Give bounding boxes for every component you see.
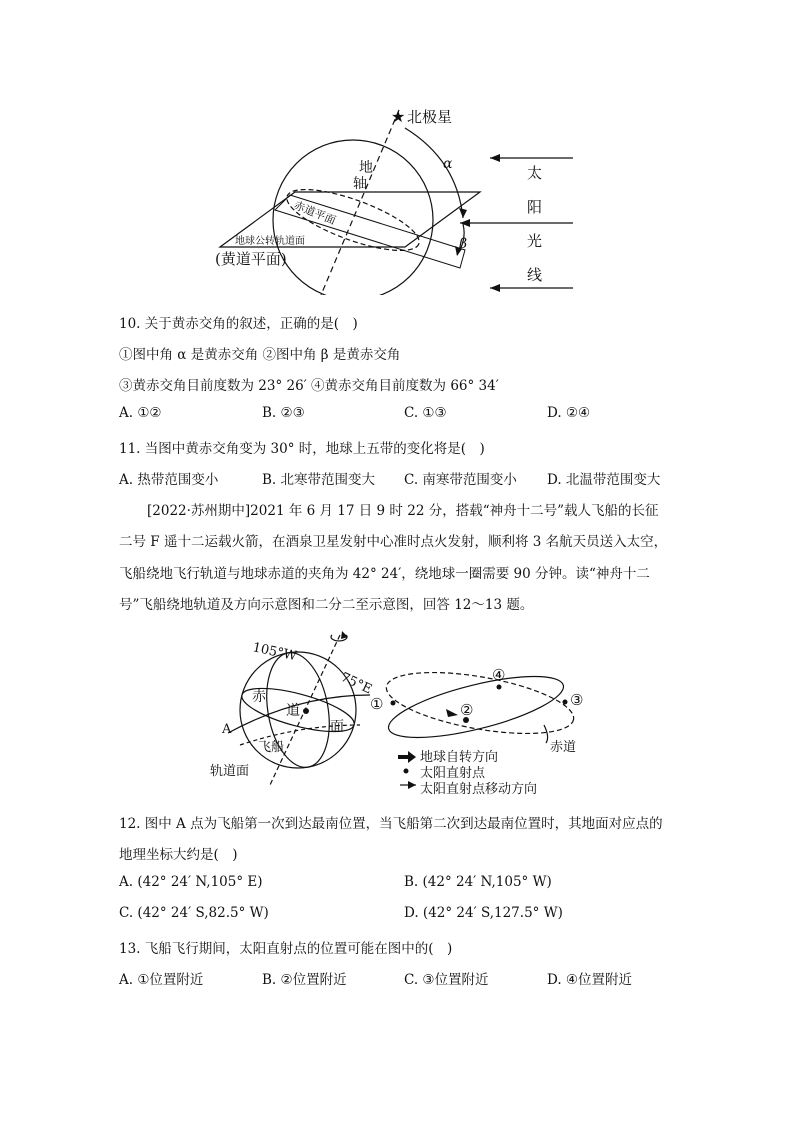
- q12-option-b: B. (42° 24′ N,105° W): [404, 874, 552, 890]
- q12-stem-1: 12. 图中 A 点为飞船第一次到达最南位置，当飞船第二次到达最南位置时，其地面对应点的: [119, 816, 663, 832]
- equator-char-mian: 面: [330, 719, 344, 735]
- q11-option-c: C. 南寒带范围变小: [404, 472, 517, 488]
- lon-e-label: 75°E: [338, 670, 375, 698]
- sunlight-char-4: 线: [527, 266, 543, 284]
- ship-label: 飞船: [258, 740, 285, 755]
- point-a-label: A: [222, 722, 232, 737]
- equator-plane-label: 赤道平面: [291, 198, 338, 228]
- axis-label-1: 地: [359, 160, 373, 176]
- position-2: ②: [460, 701, 474, 719]
- q12-option-c: C. (42° 24′ S,82.5° W): [119, 905, 269, 921]
- sunlight-char-3: 光: [527, 232, 543, 250]
- passage-line-1: [2022·苏州期中]2021 年 6 月 17 日 9 时 22 分，搭载“神舟十二号”载人飞船的长征: [147, 503, 659, 519]
- alpha-label: α: [443, 156, 453, 172]
- passage-line-2: 二号 F 遥十二运载火箭，在酒泉卫星发射中心准时点火发射，顺利将 3 名航天员送入太空，: [119, 534, 668, 550]
- legend-subsolar: 太阳直射点: [420, 766, 486, 781]
- q10-option-b: B. ②③: [262, 405, 305, 421]
- q13-option-c: C. ③位置附近: [404, 972, 489, 988]
- legend-rotation: 地球自转方向: [420, 750, 499, 765]
- position-3: ③: [570, 691, 584, 709]
- q11-option-d: D. 北温带范围变大: [547, 472, 661, 488]
- ecliptic-plane-label: (黄道平面): [215, 250, 287, 268]
- q10-stem: 10. 关于黄赤交角的叙述，正确的是( ): [119, 316, 358, 332]
- sunlight-char-2: 阳: [527, 198, 543, 216]
- obliquity-diagram: [205, 100, 595, 295]
- svg-text:★: ★: [391, 107, 406, 126]
- q11-option-a: A. 热带范围变小: [119, 472, 219, 488]
- q10-line2: ③黄赤交角目前度数为 23° 26′ ④黄赤交角目前度数为 66° 34′: [119, 378, 499, 394]
- position-4: ④: [492, 666, 506, 684]
- equator-label-2: 赤道: [550, 740, 577, 755]
- q13-option-b: B. ②位置附近: [262, 972, 347, 988]
- q10-line1: ①图中角 α 是黄赤交角 ②图中角 β 是黄赤交角: [119, 347, 401, 363]
- star-icon: [391, 107, 405, 126]
- passage-line-3: 飞船绕地飞行轨道与地球赤道的夹角为 42° 24′，绕地球一圈需要 90 分钟。读“神舟十二: [119, 566, 650, 582]
- q12-option-d: D. (42° 24′ S,127.5° W): [404, 905, 563, 921]
- q13-option-a: A. ①位置附近: [119, 972, 204, 988]
- q13-stem: 13. 飞船飞行期间，太阳直射点的位置可能在图中的( ): [119, 941, 453, 957]
- polaris-label: 北极星: [407, 108, 453, 126]
- q12-stem-2: 地理坐标大约是( ): [119, 847, 238, 863]
- q13-option-d: D. ④位置附近: [547, 972, 633, 988]
- axis-label-2: 轴: [353, 176, 367, 192]
- q11-option-b: B. 北寒带范围变大: [262, 472, 376, 488]
- sunlight-char-1: 太: [527, 164, 543, 182]
- q10-option-a: A. ①②: [119, 405, 162, 421]
- equator-char-dao: 道: [286, 703, 300, 719]
- equator-char-chi: 赤: [252, 689, 266, 705]
- position-1: ①: [370, 695, 384, 713]
- orbit-plane-label-2: 轨道面: [210, 764, 250, 779]
- beta-label: β: [459, 236, 468, 252]
- q10-option-c: C. ①③: [404, 405, 447, 421]
- q12-option-a: A. (42° 24′ N,105° E): [119, 874, 263, 890]
- lon-w-label: 105°W: [251, 640, 298, 665]
- orbit-diagram: [210, 625, 600, 805]
- q11-stem: 11. 当图中黄赤交角变为 30° 时，地球上五带的变化将是( ): [119, 441, 485, 457]
- orbit-plane-label: 地球公转轨道面: [235, 236, 305, 247]
- q10-option-d: D. ②④: [547, 405, 591, 421]
- legend-subsolar-move: 太阳直射点移动方向: [420, 782, 538, 797]
- passage-line-4: 号”飞船绕地轨道及方向示意图和二分二至示意图，回答 12～13 题。: [119, 597, 534, 613]
